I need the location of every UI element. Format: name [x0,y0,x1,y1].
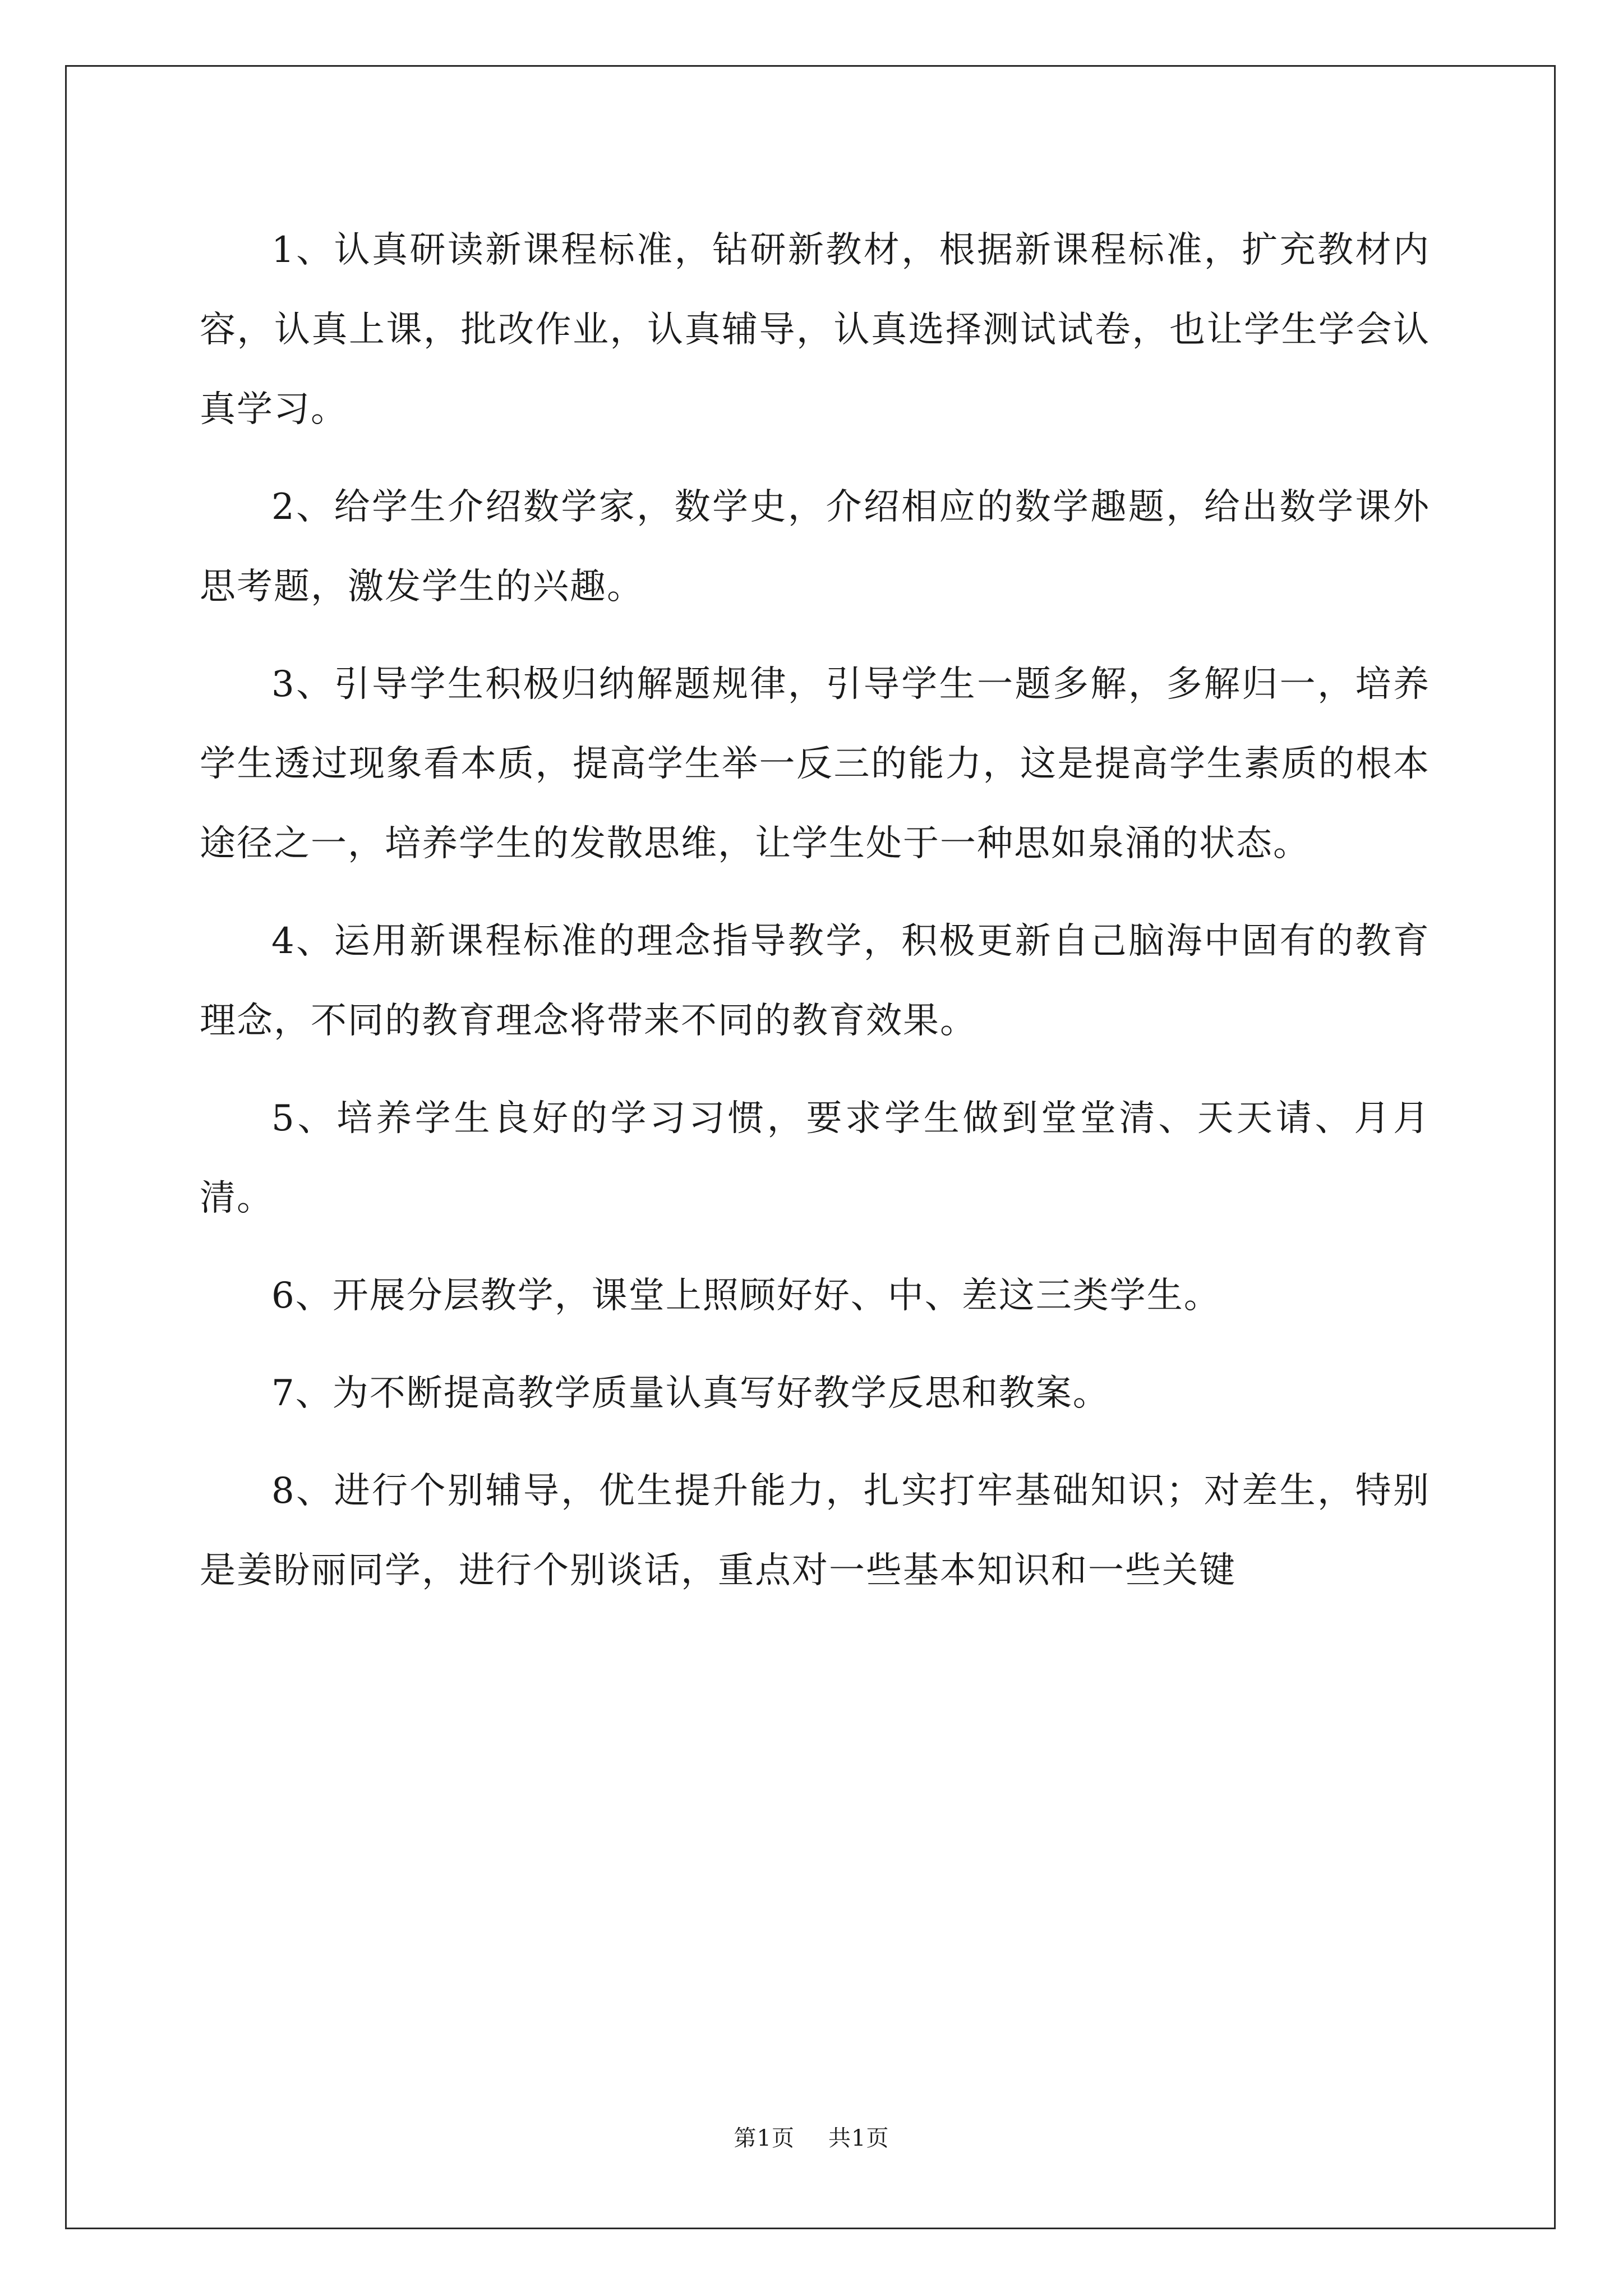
paragraph-1: 1、认真研读新课程标准，钻研新教材，根据新课程标准，扩充教材内容，认真上课，批改作业，认真辅导，认真选择测试试卷，也让学生学会认真学习。 [200,229,1430,430]
page-total: 共1页 [828,2125,889,2151]
paragraph-4: 4、运用新课程标准的理念指导教学，积极更新自己脑海中固有的教育理念，不同的教育理念将带来不同的教育效果。 [200,921,1430,1042]
paragraph-3: 3、引导学生积极归纳解题规律，引导学生一题多解，多解归一，培养学生透过现象看本质，提高学生举一反三的能力，这是提高学生素质的根本途径之一，培养学生的发散思维，让学生处于一种思如泉涌的状态。 [200,664,1430,864]
paragraph-5: 5、培养学生良好的学习习惯，要求学生做到堂堂清、天天请、月月清。 [200,1098,1430,1219]
paragraph-6: 6、开展分层教学，课堂上照顾好好、中、差这三类学生。 [271,1275,1221,1317]
page-footer [0,2120,1623,2152]
page-number: 第1页 [734,2125,795,2151]
paragraph-2: 2、给学生介绍数学家，数学史，介绍相应的数学趣题，给出数学课外思考题，激发学生的兴趣。 [200,486,1430,608]
document-body [200,210,1430,1628]
paragraph-7: 7、为不断提高教学质量认真写好教学反思和教案。 [271,1373,1110,1414]
paragraph-8: 8、进行个别辅导，优生提升能力，扎实打牢基础知识；对差生，特别是姜盼丽同学，进行个别谈话，重点对一些基本知识和一些关键 [200,1470,1430,1591]
